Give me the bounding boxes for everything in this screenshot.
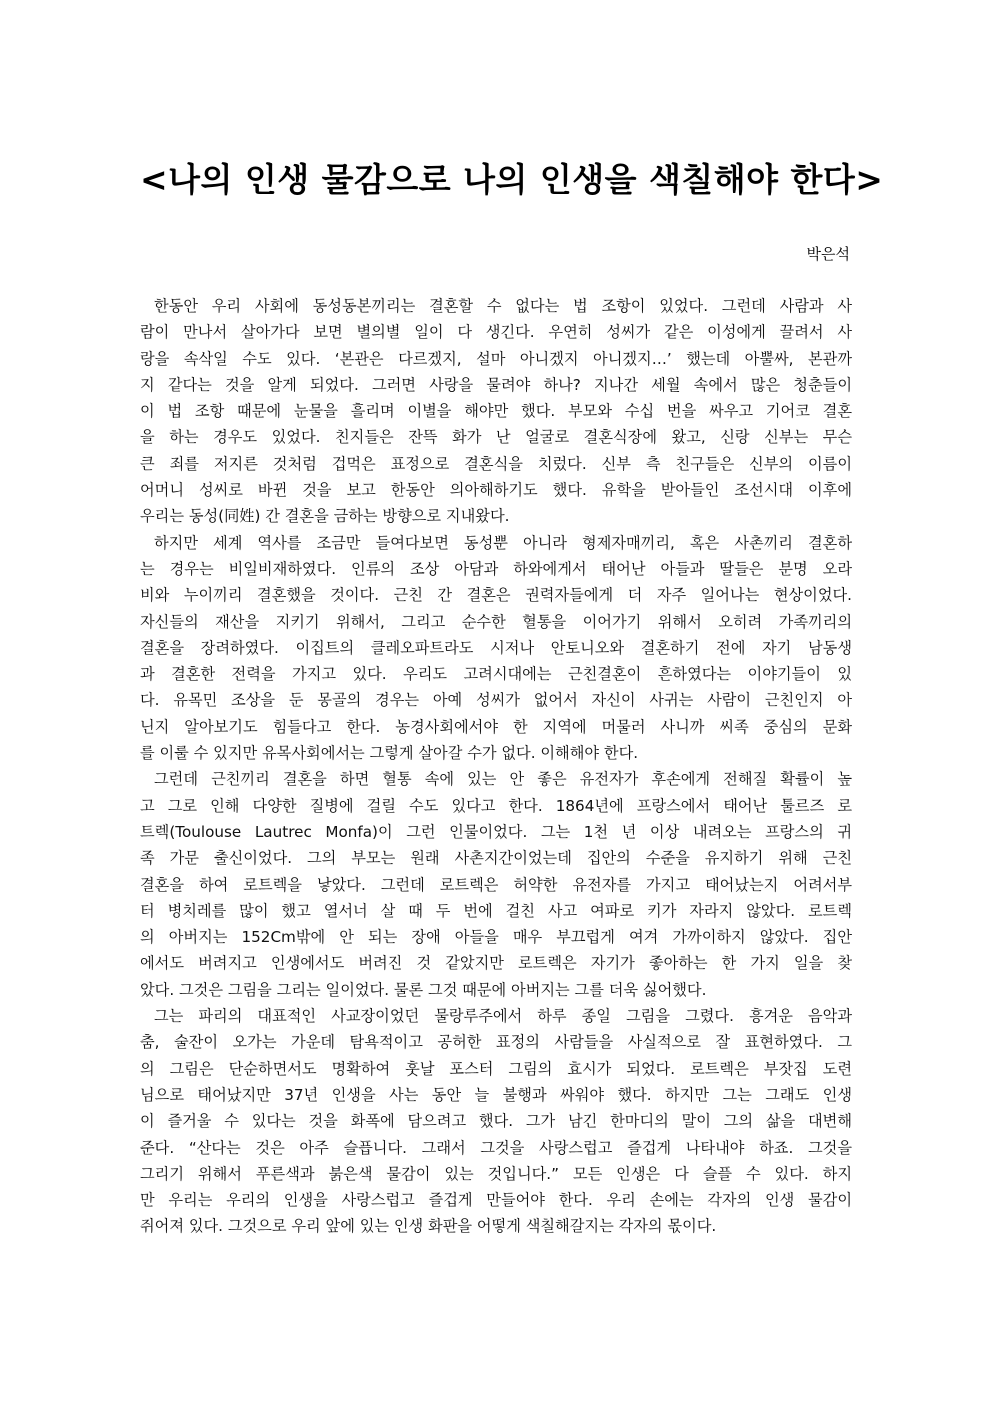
text-line: 춤, 술잔이 오가는 가운데 탐욕적이고 공허한 표정의 사람들을 사실적으로 잘 표현하였다. 그 xyxy=(140,1033,852,1052)
paragraph xyxy=(140,530,852,767)
document-body xyxy=(140,293,852,1240)
text-line: 비와 누이끼리 결혼했을 것이다. 근친 간 결혼은 권력자들에게 더 자주 일어나는 현상이었다. xyxy=(140,586,852,605)
paragraph xyxy=(140,1003,852,1240)
document-title: <나의 인생 물감으로 나의 인생을 색칠해야 한다> xyxy=(140,160,884,199)
text-line: 어머니 성씨로 바뀐 것을 보고 한동안 의아해하기도 했다. 유학을 받아들인 조선시대 이후에 xyxy=(140,481,852,500)
text-line: 를 이룰 수 있지만 유목사회에서는 그렇게 살아갈 수가 없다. 이해해야 한다. xyxy=(140,744,639,763)
text-line: 족 가문 출신이었다. 그의 부모는 원래 사촌지간이었는데 집안의 수준을 유지하기 위해 근친 xyxy=(140,849,852,868)
text-line: 한동안 우리 사회에 동성동본끼리는 결혼할 수 없다는 법 조항이 있었다. 그런데 사람과 사 xyxy=(154,297,852,315)
paragraph xyxy=(140,766,852,1003)
text-line: 그리기 위해서 푸른색과 붉은색 물감이 있는 것입니다.” 모든 인생은 다 슬플 수 있다. 하지 xyxy=(140,1164,852,1183)
text-line: 과 결혼한 전력을 가지고 있다. 우리도 고려시대에는 근친결혼이 흔하였다는 이야기들이 있 xyxy=(140,665,852,684)
text-line: 결혼을 하여 로트렉을 낳았다. 그런데 로트렉은 허약한 유전자를 가지고 태어났는지 어려서부 xyxy=(140,875,852,894)
text-line: 닌지 알아보기도 힘들다고 한다. 농경사회에서야 한 지역에 머물러 사니까 씨족 중심의 문화 xyxy=(140,717,852,736)
text-line: 결혼을 장려하였다. 이집트의 클레오파트라도 시저나 안토니오와 결혼하기 전에 자기 남동생 xyxy=(140,638,852,657)
text-line: 의 아버지는 152Cm밖에 안 되는 장애 아들을 매우 부끄럽게 여겨 가까이하지 않았다. 집안 xyxy=(140,928,852,947)
paragraph xyxy=(140,293,852,530)
text-line: 큰 죄를 저지른 것처럼 겁먹은 표정으로 결혼식을 치렀다. 신부 측 친구들은 신부의 이름이 xyxy=(140,454,852,473)
text-line: 트렉(Toulouse Lautrec Monfa)이 그런 인물이었다. 그는 1천 년 이상 내려오는 프랑스의 귀 xyxy=(140,822,852,841)
text-line: 쥐어져 있다. 그것으로 우리 앞에 있는 인생 화판을 어떻게 색칠해갈지는 각자의 몫이다. xyxy=(140,1217,717,1236)
text-line: 그런데 근친끼리 결혼을 하면 혈통 속에 있는 안 좋은 유전자가 후손에게 전해질 확률이 높 xyxy=(154,770,852,789)
text-line: 준다. “산다는 것은 아주 슬픕니다. 그래서 그것을 사랑스럽고 즐겁게 나타내야 하죠. 그것을 xyxy=(140,1138,852,1157)
text-line: 랑을 속삭일 수도 있다. ‘본관은 다르겠지, 설마 아니겠지 아니겠지…’ 했는데 아뿔싸, 본관까 xyxy=(140,349,852,368)
author-name: 박은석 xyxy=(806,245,850,263)
text-line: 우리는 동성(同姓) 간 결혼을 금하는 방향으로 지내왔다. xyxy=(140,507,510,526)
text-line: 에서도 버려지고 인생에서도 버려진 것 같았지만 로트렉은 자기가 좋아하는 한 가지 일을 찾 xyxy=(140,954,852,973)
text-line: 고 그로 인해 다양한 질병에 걸릴 수도 있다고 한다. 1864년에 프랑스에서 태어난 툴르즈 로 xyxy=(140,796,852,815)
text-line: 하지만 세계 역사를 조금만 들여다보면 동성뿐 아니라 형제자매끼리, 혹은 사촌끼리 결혼하 xyxy=(154,533,852,552)
text-line: 이 즐거울 수 있다는 것을 화폭에 담으려고 했다. 그가 남긴 한마디의 말이 그의 삶을 대변해 xyxy=(140,1112,852,1131)
text-line: 았다. 그것은 그림을 그리는 일이었다. 물론 그것 때문에 아버지는 그를 더욱 싫어했다. xyxy=(140,980,707,999)
text-line: 그는 파리의 대표적인 사교장이었던 물랑루주에서 하루 종일 그림을 그렸다. 흥겨운 음악과 xyxy=(154,1007,852,1026)
text-line: 만 우리는 우리의 인생을 사랑스럽고 즐겁게 만들어야 한다. 우리 손에는 각자의 인생 물감이 xyxy=(140,1191,852,1210)
text-line: 람이 만나서 살아가다 보면 별의별 일이 다 생긴다. 우연히 성씨가 같은 이성에게 끌려서 사 xyxy=(140,323,852,342)
text-line: 는 경우는 비일비재하였다. 인류의 조상 아담과 하와에게서 태어난 아들과 딸들은 분명 오라 xyxy=(140,559,852,578)
text-line: 님으로 태어났지만 37년 인생을 사는 동안 늘 불행과 싸워야 했다. 하지만 그는 그래도 인생 xyxy=(140,1085,852,1104)
text-line: 이 법 조항 때문에 눈물을 흘리며 이별을 해야만 했다. 부모와 수십 번을 싸우고 기어코 결혼 xyxy=(140,402,852,421)
text-line: 터 병치레를 많이 했고 열서너 살 때 두 번에 걸친 사고 여파로 키가 자라지 않았다. 로트렉 xyxy=(140,901,852,920)
text-line: 자신들의 재산을 지키기 위해서, 그리고 순수한 혈통을 이어가기 위해서 오히려 가족끼리의 xyxy=(140,612,852,631)
text-line: 을 하는 경우도 있었다. 친지들은 잔뜩 화가 난 얼굴로 결혼식장에 왔고, 신랑 신부는 무슨 xyxy=(140,428,852,447)
text-line: 의 그림은 단순하면서도 명확하여 훗날 포스터 그림의 효시가 되었다. 로트렉은 부잣집 도련 xyxy=(140,1059,852,1078)
text-line: 다. 유목민 조상을 둔 몽골의 경우는 아예 성씨가 없어서 자신이 사귀는 사람이 근친인지 아 xyxy=(140,691,852,710)
text-line: 지 같다는 것을 알게 되었다. 그러면 사랑을 물려야 하나? 지나간 세월 속에서 많은 청춘들이 xyxy=(140,375,852,394)
